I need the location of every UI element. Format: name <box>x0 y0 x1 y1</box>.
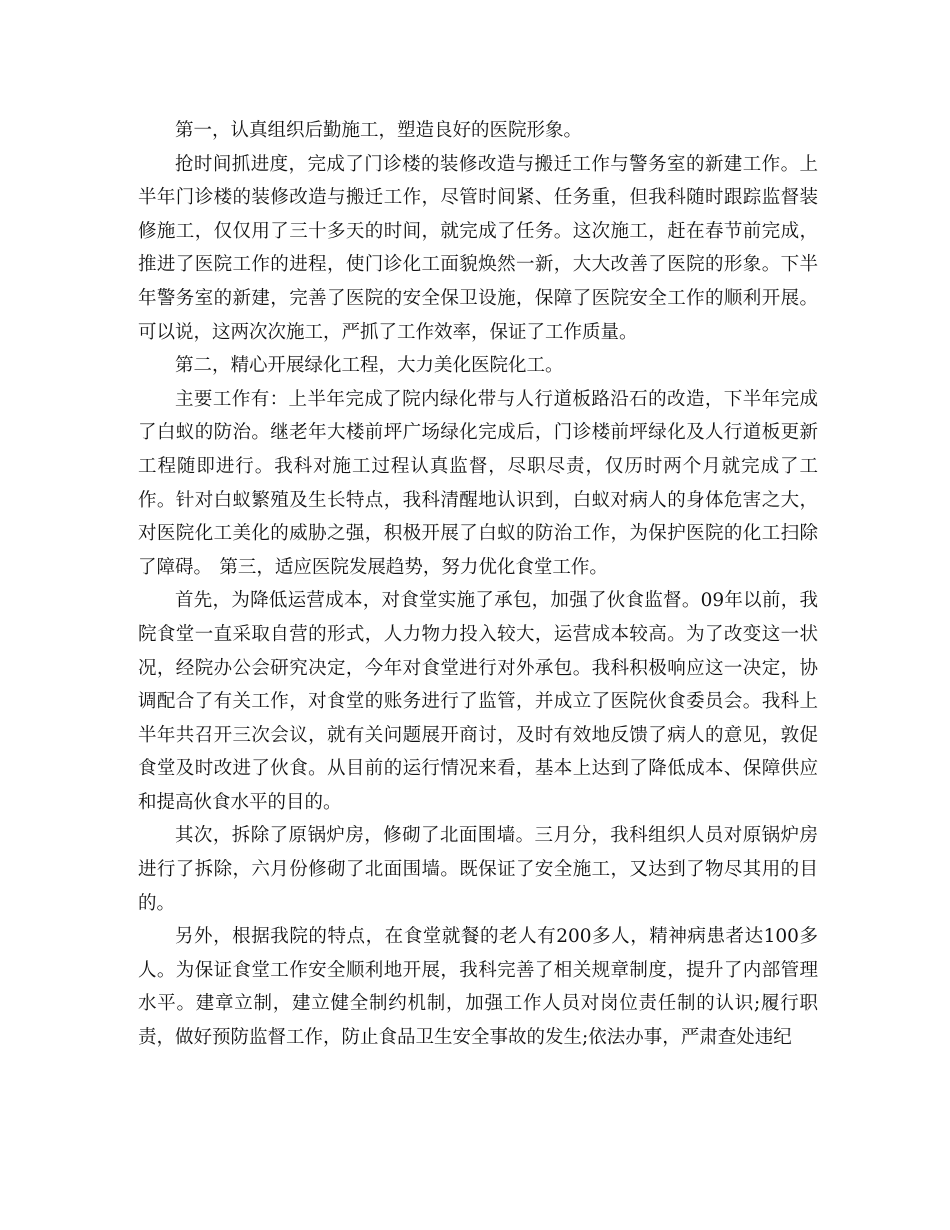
paragraph-canteen-contract: 首先，为降低运营成本，对食堂实施了承包，加强了伙食监督。09年以前，我院食堂一直采取自营的形式，人力物力投入较大，运营成本较高。为了改变这一状况，经院办公会研究决定，今年对食堂进行对外承包。我科积极响应这一决定，协调配合了有关工作，对食堂的账务进行了监管，并成立了医院伙食委员会。我科上半年共召开三次会议，就有关问题展开商讨，及时有效地反馈了病人的意见，敦促食堂及时改进了伙食。从目前的运行情况来看，基本上达到了降低成本、保障供应和提高伙食水平的目的。 <box>138 590 818 813</box>
document-body <box>138 114 818 1055</box>
section-heading-1: 第一，认真组织后勤施工，塑造良好的医院形象。 <box>175 120 583 141</box>
paragraph-canteen-safety: 另外，根据我院的特点，在食堂就餐的老人有200多人，精神病患者达100多人。为保证食堂工作安全顺利地开展，我科完善了相关规章制度，提升了内部管理水平。建章立制，建立健全制约机制，加强工作人员对岗位责任制的认识;履行职责，做好预防监督工作，防止食品卫生安全事故的发生;依法办事，严肃查处违纪 <box>138 926 818 1049</box>
paragraph-greening-work <box>138 383 818 585</box>
paragraph-greening-text: 主要工作有：上半年完成了院内绿化带与人行道板路沿石的改造，下半年完成了白蚁的防治。继老年大楼前坪广场绿化完成后，门诊楼前坪绿化及人行道板更新工程随即进行。我科对施工过程认真监督，尽职尽责，仅历时两个月就完成了工作。针对白蚁繁殖及生长特点，我科清醒地认识到，白蚁对病人的身体危害之大，对医院化工美化的威胁之强，积极开展了白蚁的防治工作，为保护医院的化工扫除了障碍。 <box>138 388 818 578</box>
section-heading-3: 第三，适应医院发展趋势，努力优化食堂工作。 <box>219 556 608 578</box>
paragraph-outpatient-renovation: 抢时间抓进度，完成了门诊楼的装修改造与搬迁工作与警务室的新建工作。上半年门诊楼的装修改造与搬迁工作，尽管时间紧、任务重，但我科随时跟踪监督装修施工，仅仅用了三十多天的时间，就完成了任务。这次施工，赶在春节前完成，推进了医院工作的进程，使门诊化工面貌焕然一新，大大改善了医院的形象。下半年警务室的新建，完善了医院的安全保卫设施，保障了医院安全工作的顺利开展。可以说，这两次次施工，严抓了工作效率，保证了工作质量。 <box>138 153 818 343</box>
section-heading-2: 第二，精心开展绿化工程，大力美化医院化工。 <box>175 355 564 377</box>
paragraph-boiler-removal: 其次，拆除了原锅炉房，修砌了北面围墙。三月分，我科组织人员对原锅炉房进行了拆除，六月份修砌了北面围墙。既保证了安全施工，又达到了物尽其用的目的。 <box>138 825 818 914</box>
